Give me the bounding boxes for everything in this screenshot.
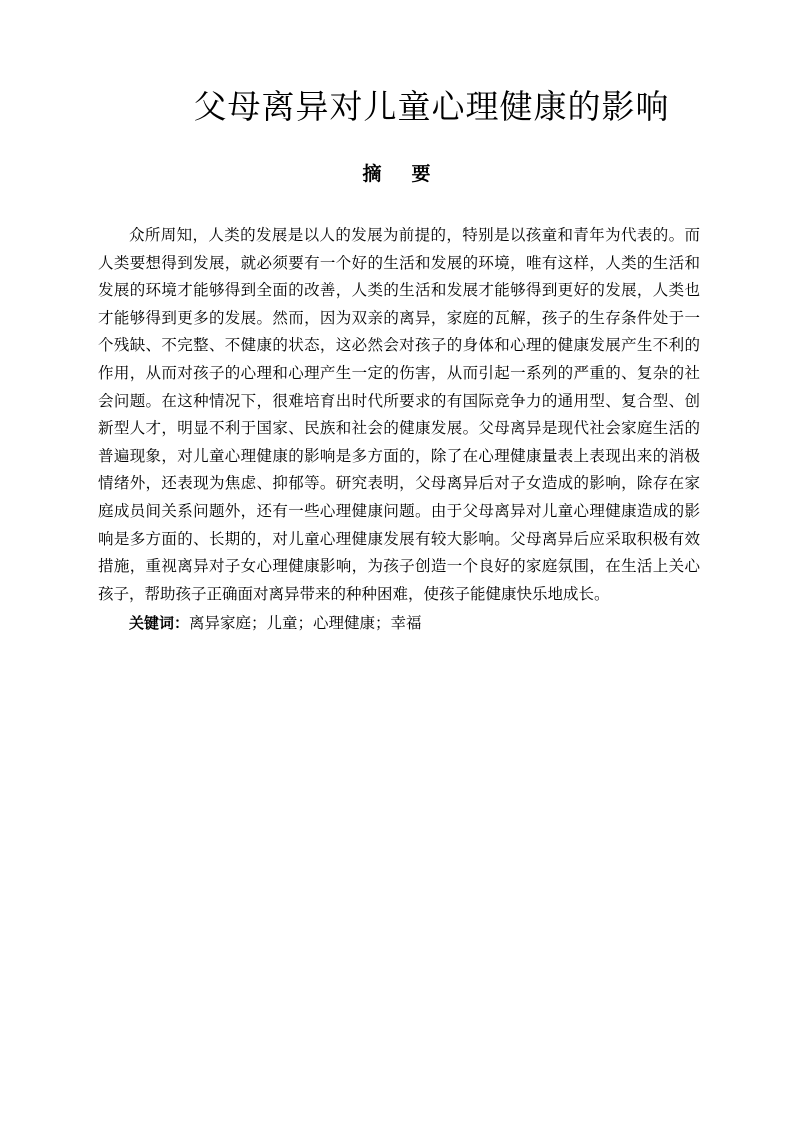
abstract-body: 众所周知，人类的发展是以人的发展为前提的，特别是以孩童和青年为代表的。而人类要想得到发展，就必须要有一个好的生活和发展的环境，唯有这样，人类的生活和发展的环境才能够得到全面的改善，人类的生活和发展才能够得到更好的发展，人类也才能够得到更多的发展。然而，因为双亲的离异，家庭的瓦解，孩子的生存条件处于一个残缺、不完整、不健康的状态，这必然会对孩子的身体和心理的健康发展产生不利的作用，从而对孩子的心理和心理产生一定的伤害，从而引起一系列的严重的、复杂的社会问题。在这种情况下，很难培育出时代所要求的有国际竞争力的通用型、复合型、创新型人才，明显不利于国家、民族和社会的健康发展。父母离异是现代社会家庭生活的普遍现象，对儿童心理健康的影响是多方面的，除了在心理健康量表上表现出来的消极情绪外，还表现为焦虑、抑郁等。研究表明，父母离异后对子女造成的影响，除存在家庭成员间关系问题外，还有一些心理健康问题。由于父母离异对儿童心理健康造成的影响是多方面的、长期的，对儿童心理健康发展有较大影响。父母离异后应采取积极有效措施，重视离异对子女心理健康影响，为孩子创造一个良好的家庭氛围，在生活上关心孩子，帮助孩子正确面对离异带来的种种困难，使孩子能健康快乐地成长。 xyxy=(98,226,700,603)
abstract-heading: 摘要 xyxy=(362,163,461,185)
document-title: 父母离异对儿童心理健康的影响 xyxy=(193,87,670,126)
keywords-line xyxy=(129,610,422,636)
keywords-label: 关键词： xyxy=(129,614,190,632)
keywords-text: 离异家庭；儿童；心理健康；幸福 xyxy=(189,614,422,632)
